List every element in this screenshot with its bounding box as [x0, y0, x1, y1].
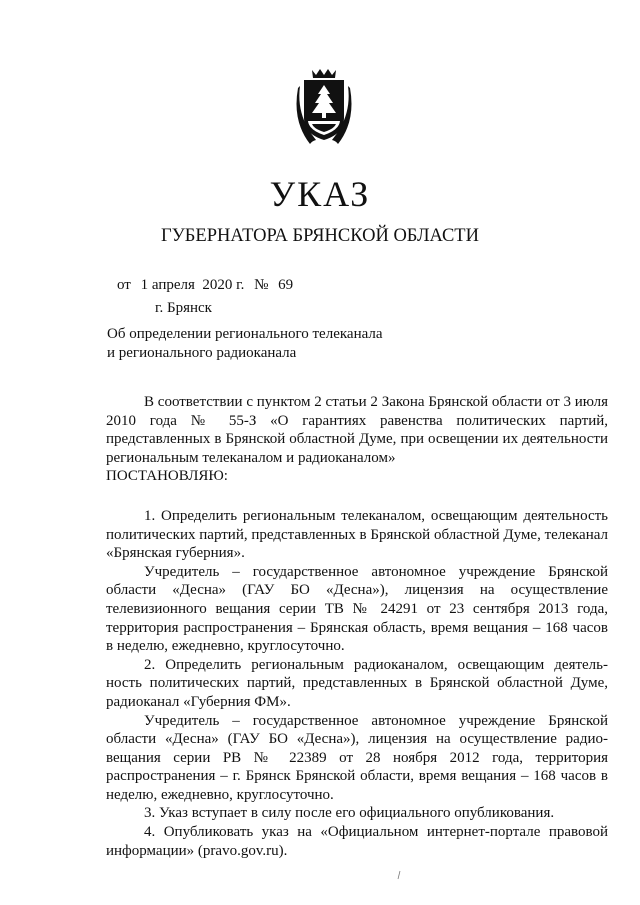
decree-subject — [107, 325, 383, 363]
decree-item: 1. Определить региональным телеканалом, освещающим деятельность политических партий, представленных в Брянской областной Думе, телеканал «Брянская губерния». — [106, 507, 608, 562]
city-name: г. Брянск — [155, 300, 212, 316]
decree-word: ПОСТАНОВЛЯЮ: — [106, 468, 228, 485]
decree-item: 4. Опубликовать указ на «Официальном интернет-портале правовой информации» (pravo.gov.ru). — [106, 824, 608, 859]
decree-number: 69 — [278, 277, 294, 293]
document-subtitle: ГУБЕРНАТОРА БРЯНСКОЙ ОБЛАСТИ — [161, 226, 479, 246]
date-line — [117, 275, 293, 295]
number-sign: № — [254, 277, 269, 293]
preamble: В соответствии с пунктом 2 статьи 2 Закона Брянской области от 3 июля 2010 года № 55-З «О гарантиях равенства политических партий, представленных в Брянской областной Думе, при освещении их деятельности региональным телеканалом и радиоканалом» — [106, 394, 608, 466]
subject-line: Об определении регионального телеканала — [107, 326, 383, 342]
decree-item: Учредитель – государственное автономное учреждение Брянской области «Десна» (ГАУ БО «Десна»), лицензия на осуществление телевизионного вещания серии ТВ № 24291 от 23 сентября 2013 года, территория распространения – Брянская область, время вещания – 168 часов в неделю, ежедневно, круглосуточно. — [106, 563, 608, 655]
document-title: УКАЗ — [269, 174, 371, 214]
decree-item: 2. Определить региональным радиоканалом, освещающим деятель-ность политических партий, представленных в Брянской областной Думе, радиоканал «Губерния ФМ». — [106, 656, 608, 710]
scan-mark — [396, 870, 402, 880]
decree-body — [106, 393, 608, 860]
date-prefix: от — [117, 277, 131, 293]
bryansk-coat-of-arms-icon — [294, 66, 354, 146]
subject-line: и регионального радиоканала — [107, 345, 297, 361]
decree-item: Учредитель – государственное автономное учреждение Брянской области «Десна» (ГАУ БО «Десна»), лицензия на осуществление радио-вещания серии РВ № 22389 от 28 ноября 2012 года, территория распространения – г. Брянск Брянской области, время вещания – 168 часов в неделю, ежедневно, круглосуточно. — [106, 712, 608, 803]
decree-item: 3. Указ вступает в силу после его официального опубликования. — [144, 805, 555, 822]
decree-date: 1 апреля 2020 г. — [140, 277, 245, 293]
